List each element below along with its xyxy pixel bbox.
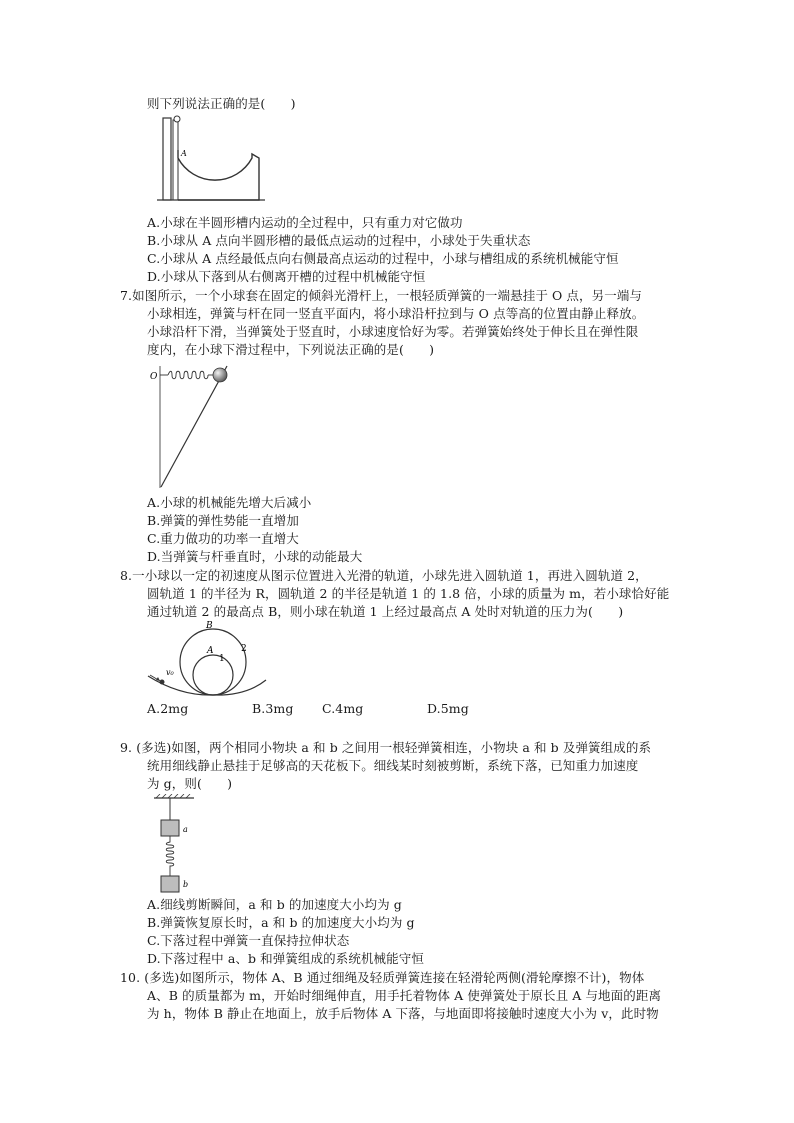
q8-stem-line-3: 通过轨道 2 的最高点 B，则小球在轨道 1 上经过最高点 A 处时对轨道的压力为( ) — [147, 604, 624, 619]
q9-stem-line-3: 为 g，则( ) — [147, 776, 233, 791]
q8-track-2 — [180, 629, 246, 695]
q8-label-a: A — [207, 646, 214, 656]
q6-label-a: A — [181, 149, 187, 158]
q8-stem-line-2: 圆轨道 1 的半径为 R，圆轨道 2 的半径是轨道 1 的 1.8 倍，小球的质量为 m，若小球恰好能 — [147, 586, 670, 601]
q6-ball — [174, 116, 180, 122]
q7-option-a: A.小球的机械能先增大后减小 — [147, 495, 312, 510]
q10-stem-line-2: A、B 的质量都为 m，开始时细绳伸直，用手托着物体 A 使弹簧处于原长且 A 与地面的距离 — [147, 988, 662, 1003]
q8-option-c: C.4mg — [322, 701, 364, 716]
q8-label-v0: v₀ — [166, 668, 174, 677]
q9-option-b: B.弹簧恢复原长时，a 和 b 的加速度大小均为 g — [147, 915, 415, 930]
q9-figure — [150, 794, 200, 896]
q9-stem-line-2: 统用细线静止悬挂于足够高的天花板下。细线某时刻被剪断，系统下落，已知重力加速度 — [147, 758, 639, 773]
q7-stem-line-3: 小球沿杆下滑，当弹簧处于竖直时，小球速度恰好为零。若弹簧始终处于伸长且在弹性限 — [147, 324, 639, 339]
q6-stem-tail: 则下列说法正确的是( ) — [147, 96, 296, 111]
q10-stem-line-3: 为 h，物体 B 静止在地面上，放手后物体 A 下落，与地面即将接触时速度大小为 v，此时物 — [147, 1006, 659, 1021]
q7-figure — [148, 362, 238, 492]
q7-option-c: C.重力做功的功率一直增大 — [147, 531, 299, 546]
q9-label-a: a — [183, 825, 188, 834]
q6-groove — [178, 150, 259, 200]
q9-label-b: b — [183, 880, 189, 889]
q8-option-a: A.2mg — [147, 701, 189, 716]
q6-left-wall — [163, 118, 171, 200]
q8-option-b: B.3mg — [252, 701, 294, 716]
q7-option-b: B.弹簧的弹性势能一直增加 — [147, 513, 299, 528]
q6-option-b: B.小球从 A 点向半圆形槽的最低点运动的过程中，小球处于失重状态 — [147, 233, 531, 248]
q7-stem-line-2: 小球相连，弹簧与杆在同一竖直平面内，将小球沿杆拉到与 O 点等高的位置由静止释放。 — [147, 306, 645, 321]
q7-label-o: O — [150, 372, 158, 382]
q10-stem-line-1: 10. (多选)如图所示，物体 A、B 通过细绳及轻质弹簧连接在轻滑轮两侧(滑轮摩擦不计)，物体 — [120, 970, 645, 985]
q6-option-d: D.小球从下落到从右侧离开槽的过程中机械能守恒 — [147, 269, 426, 284]
q7-rod — [161, 366, 227, 487]
q6-option-c: C.小球从 A 点经最低点向右侧最高点运动的过程中，小球与槽组成的系统机械能守恒 — [147, 251, 619, 266]
q9-block-b — [161, 876, 179, 892]
q7-stem-line-4: 度内，在小球下滑过程中，下列说法正确的是( ) — [147, 342, 435, 357]
q9-option-a: A.细线剪断瞬间，a 和 b 的加速度大小均为 g — [147, 897, 402, 912]
q8-label-2: 2 — [241, 644, 247, 654]
q8-track-1 — [193, 655, 233, 695]
q6-option-a: A.小球在半圆形槽内运动的全过程中，只有重力对它做功 — [147, 215, 463, 230]
q7-ball — [213, 368, 227, 382]
q7-spring — [160, 371, 214, 379]
q8-label-b: B — [206, 621, 213, 631]
q8-ball — [160, 680, 165, 685]
q6-figure — [155, 114, 270, 206]
q9-option-c: C.下落过程中弹簧一直保持拉伸状态 — [147, 933, 350, 948]
q9-option-d: D.下落过程中 a、b 和弹簧组成的系统机械能守恒 — [147, 951, 424, 966]
q6-tube — [173, 120, 178, 200]
q9-spring — [166, 836, 174, 876]
q9-stem-line-1: 9. (多选)如图，两个相同小物块 a 和 b 之间用一根轻弹簧相连，小物块 a 和 b 及弹簧组成的系 — [120, 740, 652, 755]
q8-base-track — [148, 676, 266, 695]
q9-block-a — [161, 820, 179, 836]
q7-option-d: D.当弹簧与杆垂直时，小球的动能最大 — [147, 549, 363, 564]
q7-stem-line-1: 7.如图所示，一个小球套在固定的倾斜光滑杆上，一根轻质弹簧的一端悬挂于 O 点，另一端与 — [120, 288, 643, 303]
q8-stem-line-1: 8.一小球以一定的初速度从图示位置进入光滑的轨道，小球先进入圆轨道 1，再进入圆轨道 2， — [120, 568, 648, 583]
q8-figure — [140, 620, 270, 700]
q8-option-d: D.5mg — [427, 701, 469, 716]
q8-label-1: 1 — [219, 654, 225, 664]
